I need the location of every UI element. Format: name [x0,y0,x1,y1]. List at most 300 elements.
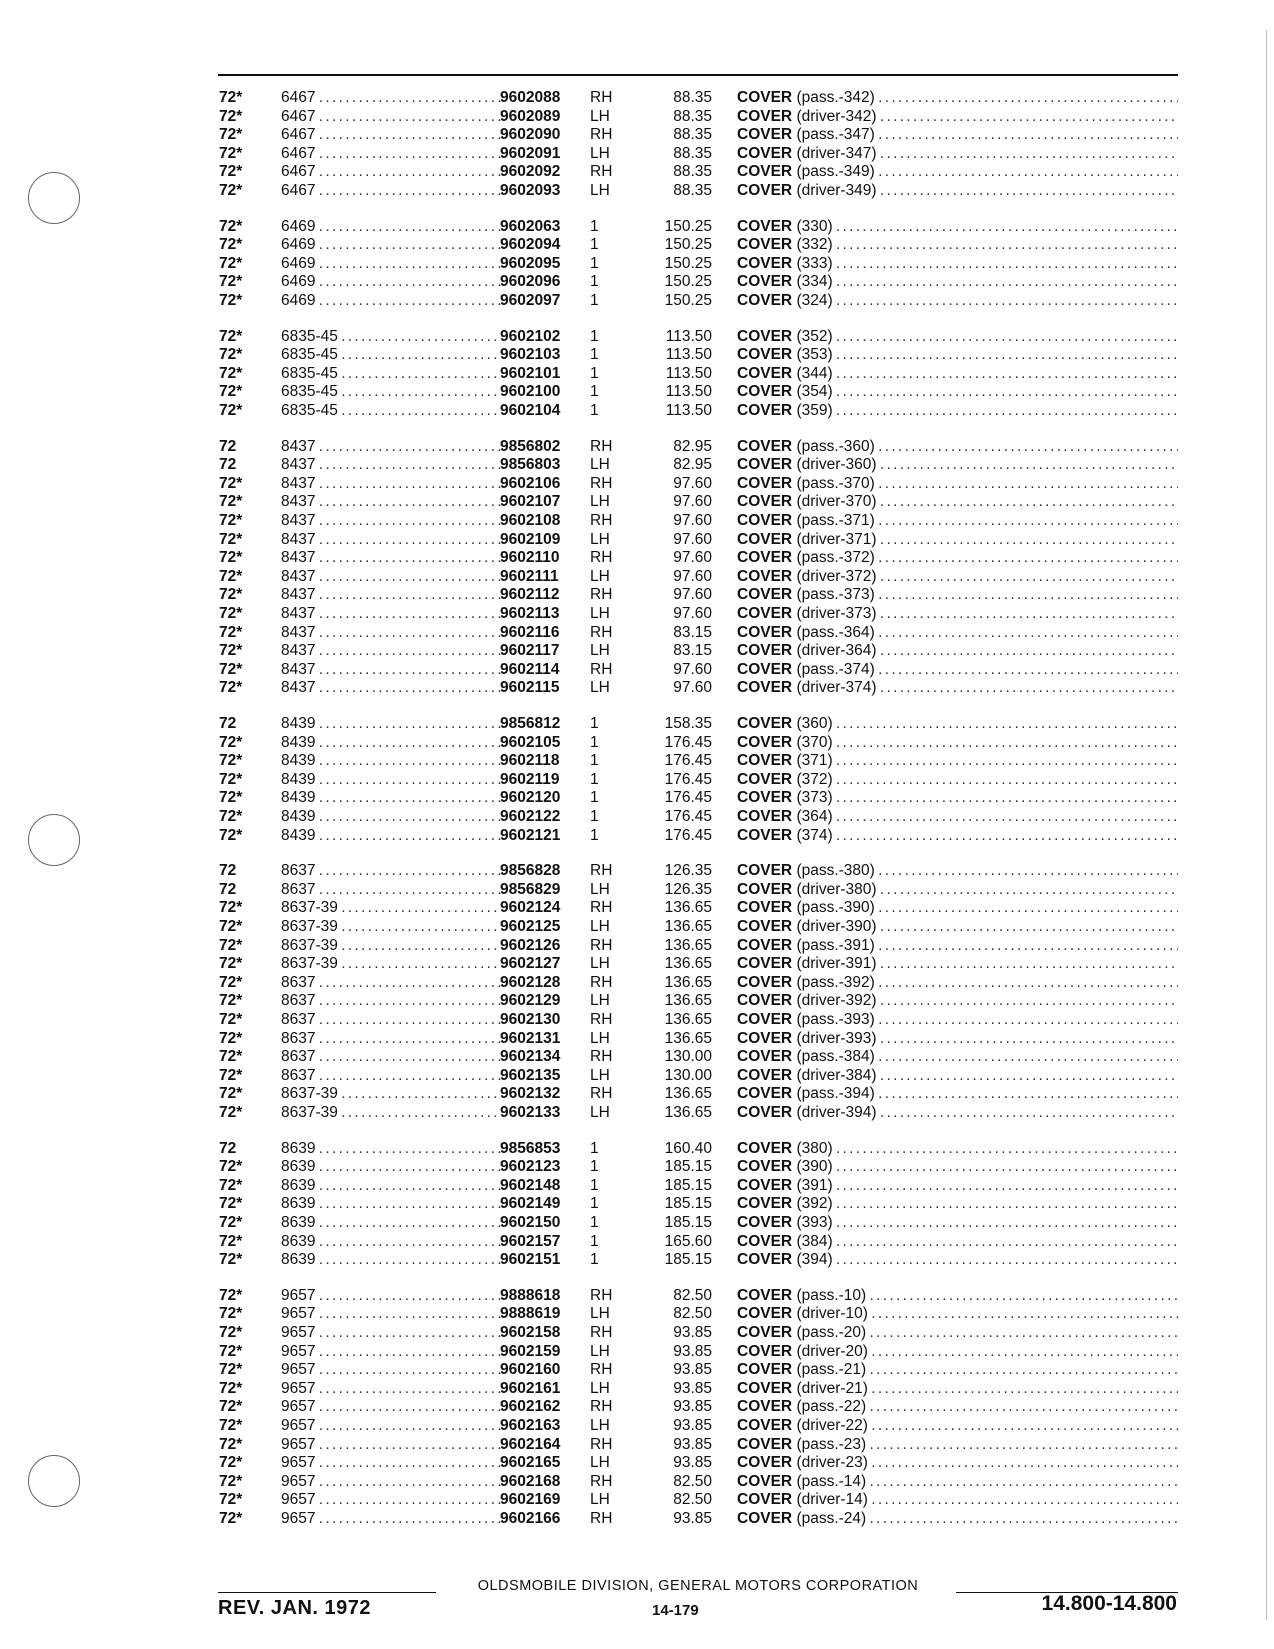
table-row [0,1379,1274,1398]
year-cell: 72* [219,108,243,125]
part-number-cell: 9856829 [500,881,561,898]
description-cell [737,492,1178,511]
year-cell: 72* [219,145,243,162]
table-row [0,382,1274,401]
quantity-cell: LH [590,1380,610,1397]
model-cell: 9657 . . . [281,1342,501,1361]
year-cell: 72* [219,918,243,935]
quantity-cell: LH [590,1454,610,1471]
quantity-cell: LH [590,881,610,898]
table-row [0,291,1274,310]
quantity-cell: RH [590,1473,613,1490]
item-detail: (pass.-20) [796,1324,867,1341]
part-number-cell: 9856812 [500,715,561,732]
quantity-cell: 1 [590,808,599,825]
year-cell: 72* [219,1398,243,1415]
model-cell: 8437 . . . [281,548,501,567]
quantity-cell: 1 [590,734,599,751]
year-cell: 72* [219,1454,243,1471]
model-cell: 8437 . . . [281,678,501,697]
item-name: COVER [737,475,793,492]
price-cell: 97.60 [673,661,712,678]
price-cell: 82.50 [673,1473,712,1490]
year-cell: 72* [219,1380,243,1397]
item-detail: (driver-349) [796,182,877,199]
item-detail: (384) [796,1233,833,1250]
item-name: COVER [737,456,793,473]
table-row [0,954,1274,973]
quantity-cell: RH [590,899,613,916]
table-row [0,770,1274,789]
price-cell: 176.45 [664,752,712,769]
model-cell: 6835-45 . . . [281,401,501,420]
item-detail: (pass.-22) [796,1398,867,1415]
year-cell: 72* [219,605,243,622]
item-name: COVER [737,1195,793,1212]
quantity-cell: LH [590,679,610,696]
table-row [0,1416,1274,1435]
price-cell: 93.85 [673,1398,712,1415]
quantity-cell: LH [590,1104,610,1121]
item-name: COVER [737,679,793,696]
price-cell: 150.25 [664,292,712,309]
model-cell: 9657 . . . [281,1360,501,1379]
part-number-cell: 9602114 [500,661,560,678]
description-cell [737,733,1178,752]
quantity-cell: 1 [590,752,599,769]
item-name: COVER [737,661,793,678]
model-cell: 9657 . . . [281,1509,501,1528]
model-cell: 8637 . . . [281,1029,501,1048]
price-cell: 158.35 [664,715,712,732]
model-cell: 8437 . . . [281,660,501,679]
description-cell [737,254,1178,273]
part-number-cell: 9602160 [500,1361,561,1378]
table-row [0,733,1274,752]
table-row [0,788,1274,807]
item-detail: (391) [796,1177,833,1194]
model-cell: 8439 . . . [281,788,501,807]
description-cell [737,973,1178,992]
quantity-cell: LH [590,493,610,510]
quantity-cell: 1 [590,402,599,419]
price-cell: 82.50 [673,1305,712,1322]
part-number-cell: 9602120 [500,789,561,806]
item-name: COVER [737,992,793,1009]
item-name: COVER [737,789,793,806]
table-row [0,181,1274,200]
quantity-cell: RH [590,1048,613,1065]
model-cell: 8439 . . . [281,733,501,752]
year-cell: 72* [219,1343,243,1360]
description-cell [737,1509,1178,1528]
price-cell: 88.35 [673,126,712,143]
item-name: COVER [737,1158,793,1175]
part-number-cell: 9602157 [500,1233,561,1250]
description-cell [737,401,1178,420]
quantity-cell: RH [590,1361,613,1378]
model-cell: 8437 . . . [281,530,501,549]
description-cell [737,364,1178,383]
price-cell: 88.35 [673,182,712,199]
part-number-cell: 9602090 [500,126,561,143]
item-detail: (370) [796,734,833,751]
model-cell: 8637-39 . . . [281,1084,501,1103]
quantity-cell: 1 [590,328,599,345]
price-cell: 136.65 [664,1085,712,1102]
model-cell: 8437 . . . [281,567,501,586]
price-cell: 185.15 [664,1214,712,1231]
item-name: COVER [737,1361,793,1378]
part-number-cell: 9602128 [500,974,561,991]
item-name: COVER [737,1324,793,1341]
model-cell: 8437 . . . [281,474,501,493]
model-cell: 8439 . . . [281,751,501,770]
model-cell: 8437 . . . [281,492,501,511]
table-row [0,254,1274,273]
part-number-cell: 9602151 [500,1251,561,1268]
year-cell: 72* [219,1251,243,1268]
item-name: COVER [737,937,793,954]
description-cell [737,623,1178,642]
item-name: COVER [737,512,793,529]
part-number-cell: 9602150 [500,1214,561,1231]
item-name: COVER [737,752,793,769]
part-number-cell: 9602135 [500,1067,561,1084]
item-name: COVER [737,273,793,290]
item-name: COVER [737,1048,793,1065]
model-cell: 8639 . . . [281,1232,501,1251]
year-cell: 72* [219,1287,243,1304]
year-cell: 72* [219,789,243,806]
model-cell: 8637 . . . [281,973,501,992]
quantity-cell: 1 [590,1177,599,1194]
price-cell: 176.45 [664,734,712,751]
price-cell: 93.85 [673,1324,712,1341]
item-detail: (pass.-342) [796,89,875,106]
item-detail: (344) [796,365,833,382]
item-name: COVER [737,383,793,400]
model-cell: 6835-45 . . . [281,364,501,383]
item-detail: (354) [796,383,833,400]
model-cell: 9657 . . . [281,1286,501,1305]
item-detail: (380) [796,1140,833,1157]
item-detail: (394) [796,1251,833,1268]
description-cell [737,474,1178,493]
description-cell [737,88,1178,107]
model-cell: 6469 . . . [281,272,501,291]
model-cell: 8439 . . . [281,770,501,789]
item-detail: (374) [796,827,833,844]
quantity-cell: RH [590,475,613,492]
item-name: COVER [737,1510,793,1527]
description-cell [737,1416,1178,1435]
item-name: COVER [737,255,793,272]
item-name: COVER [737,1491,793,1508]
quantity-cell: 1 [590,1214,599,1231]
year-cell: 72* [219,568,243,585]
price-cell: 185.15 [664,1158,712,1175]
item-detail: (pass.-347) [796,126,875,143]
table-row [0,125,1274,144]
description-cell [737,1360,1178,1379]
table-row [0,660,1274,679]
table-row [0,162,1274,181]
item-name: COVER [737,163,793,180]
item-detail: (pass.-390) [796,899,875,916]
table-row [0,1232,1274,1251]
item-detail: (driver-372) [796,568,877,585]
item-name: COVER [737,1214,793,1231]
description-cell [737,898,1178,917]
item-detail: (pass.-370) [796,475,875,492]
table-row [0,1103,1274,1122]
price-cell: 97.60 [673,679,712,696]
item-name: COVER [737,808,793,825]
part-number-cell: 9602063 [500,218,561,235]
part-number-cell: 9602115 [500,679,560,696]
item-name: COVER [737,1343,793,1360]
year-cell: 72* [219,1011,243,1028]
part-number-cell: 9602159 [500,1343,561,1360]
year-cell: 72* [219,679,243,696]
item-detail: (pass.-374) [796,661,875,678]
item-detail: (driver-374) [796,679,877,696]
price-cell: 97.60 [673,493,712,510]
item-name: COVER [737,126,793,143]
item-detail: (driver-10) [796,1305,868,1322]
part-number-cell: 9602124 [500,899,561,916]
year-cell: 72* [219,974,243,991]
table-row [0,455,1274,474]
description-cell [737,1323,1178,1342]
description-cell [737,1194,1178,1213]
table-row [0,1157,1274,1176]
model-cell: 6835-45 . . . [281,382,501,401]
quantity-cell: RH [590,1287,613,1304]
model-cell: 8637 . . . [281,991,501,1010]
price-cell: 165.60 [664,1233,712,1250]
item-name: COVER [737,586,793,603]
year-cell: 72* [219,475,243,492]
description-cell [737,880,1178,899]
part-number-cell: 9602161 [500,1380,561,1397]
item-detail: (driver-370) [796,493,877,510]
item-detail: (360) [796,715,833,732]
description-cell [737,954,1178,973]
model-cell: 8639 . . . [281,1157,501,1176]
description-cell [737,1472,1178,1491]
price-cell: 136.65 [664,992,712,1009]
model-cell: 8439 . . . [281,807,501,826]
description-cell [737,382,1178,401]
part-number-cell: 9602127 [500,955,561,972]
price-cell: 185.15 [664,1251,712,1268]
table-row [0,235,1274,254]
description-cell [737,1286,1178,1305]
item-detail: (pass.-21) [796,1361,867,1378]
description-cell [737,530,1178,549]
year-cell: 72* [219,218,243,235]
part-number-cell: 9602108 [500,512,561,529]
description-cell [737,1490,1178,1509]
quantity-cell: LH [590,918,610,935]
description-cell [737,567,1178,586]
item-detail: (driver-21) [796,1380,868,1397]
part-number-cell: 9602123 [500,1158,561,1175]
price-cell: 97.60 [673,475,712,492]
year-cell: 72* [219,1214,243,1231]
quantity-cell: LH [590,1343,610,1360]
price-cell: 93.85 [673,1510,712,1527]
part-number-cell: 9602121 [500,827,561,844]
price-cell: 93.85 [673,1380,712,1397]
price-cell: 176.45 [664,789,712,806]
quantity-cell: RH [590,549,613,566]
model-cell: 8437 . . . [281,623,501,642]
year-cell: 72* [219,383,243,400]
table-row [0,1286,1274,1305]
year-cell: 72 [219,1140,237,1157]
part-number-cell: 9602113 [500,605,560,622]
year-cell: 72* [219,493,243,510]
description-cell [737,327,1178,346]
item-detail: (pass.-373) [796,586,875,603]
table-row [0,401,1274,420]
price-cell: 83.15 [673,642,712,659]
table-row [0,1304,1274,1323]
table-row [0,917,1274,936]
price-cell: 88.35 [673,145,712,162]
table-row [0,678,1274,697]
item-name: COVER [737,108,793,125]
description-cell [737,788,1178,807]
table-row [0,1066,1274,1085]
part-number-cell: 9602119 [500,771,560,788]
quantity-cell: 1 [590,292,599,309]
table-row [0,1342,1274,1361]
description-cell [737,1047,1178,1066]
description-cell [737,235,1178,254]
quantity-cell: LH [590,1067,610,1084]
quantity-cell: LH [590,642,610,659]
item-name: COVER [737,974,793,991]
quantity-cell: 1 [590,1195,599,1212]
model-cell: 9657 . . . [281,1379,501,1398]
price-cell: 126.35 [664,881,712,898]
description-cell [737,1397,1178,1416]
table-row [0,144,1274,163]
item-detail: (pass.-384) [796,1048,875,1065]
item-name: COVER [737,145,793,162]
year-cell: 72* [219,1104,243,1121]
description-cell [737,272,1178,291]
table-row [0,936,1274,955]
model-cell: 9657 . . . [281,1453,501,1472]
price-cell: 93.85 [673,1436,712,1453]
description-cell [737,641,1178,660]
price-cell: 88.35 [673,163,712,180]
price-cell: 93.85 [673,1361,712,1378]
model-cell: 6467 . . . [281,88,501,107]
part-number-cell: 9602169 [500,1491,561,1508]
description-cell [737,1029,1178,1048]
model-cell: 8637 . . . [281,1047,501,1066]
item-detail: (pass.-393) [796,1011,875,1028]
item-name: COVER [737,568,793,585]
year-cell: 72* [219,808,243,825]
model-cell: 8437 . . . [281,641,501,660]
description-cell [737,936,1178,955]
price-cell: 150.25 [664,236,712,253]
table-row [0,567,1274,586]
item-detail: (364) [796,808,833,825]
quantity-cell: 1 [590,827,599,844]
price-cell: 113.50 [665,328,712,345]
table-row [0,474,1274,493]
part-number-cell: 9602088 [500,89,561,106]
table-row [0,1435,1274,1454]
item-name: COVER [737,1417,793,1434]
item-detail: (393) [796,1214,833,1231]
item-detail: (373) [796,789,833,806]
section-number: 14.800-14.800 [1041,1592,1177,1615]
description-cell [737,345,1178,364]
quantity-cell: 1 [590,715,599,732]
price-cell: 113.50 [665,346,712,363]
table-row [0,1139,1274,1158]
model-cell: 8637 . . . [281,880,501,899]
item-name: COVER [737,827,793,844]
part-number-cell: 9602101 [500,365,561,382]
quantity-cell: RH [590,1085,613,1102]
table-row [0,1176,1274,1195]
part-number-cell: 9602093 [500,182,561,199]
item-name: COVER [737,1104,793,1121]
model-cell: 9657 . . . [281,1304,501,1323]
part-number-cell: 9602162 [500,1398,561,1415]
table-row [0,1047,1274,1066]
model-cell: 9657 . . . [281,1490,501,1509]
table-row [0,861,1274,880]
year-cell: 72* [219,1030,243,1047]
price-cell: 82.95 [673,456,712,473]
item-name: COVER [737,1436,793,1453]
part-number-cell: 9602089 [500,108,561,125]
model-cell: 6467 . . . [281,181,501,200]
description-cell [737,1342,1178,1361]
part-number-cell: 9602110 [500,549,560,566]
quantity-cell: RH [590,1324,613,1341]
item-name: COVER [737,1305,793,1322]
part-number-cell: 9602104 [500,402,561,419]
item-detail: (353) [796,346,833,363]
year-cell: 72* [219,1510,243,1527]
model-cell: 8437 . . . [281,585,501,604]
item-name: COVER [737,862,793,879]
year-cell: 72 [219,456,237,473]
item-detail: (334) [796,273,833,290]
price-cell: 113.50 [665,383,712,400]
description-cell [737,1250,1178,1269]
item-detail: (driver-23) [796,1454,868,1471]
model-cell: 8639 . . . [281,1176,501,1195]
item-name: COVER [737,1177,793,1194]
description-cell [737,604,1178,623]
price-cell: 150.25 [664,218,712,235]
item-detail: (driver-393) [796,1030,877,1047]
description-cell [737,107,1178,126]
